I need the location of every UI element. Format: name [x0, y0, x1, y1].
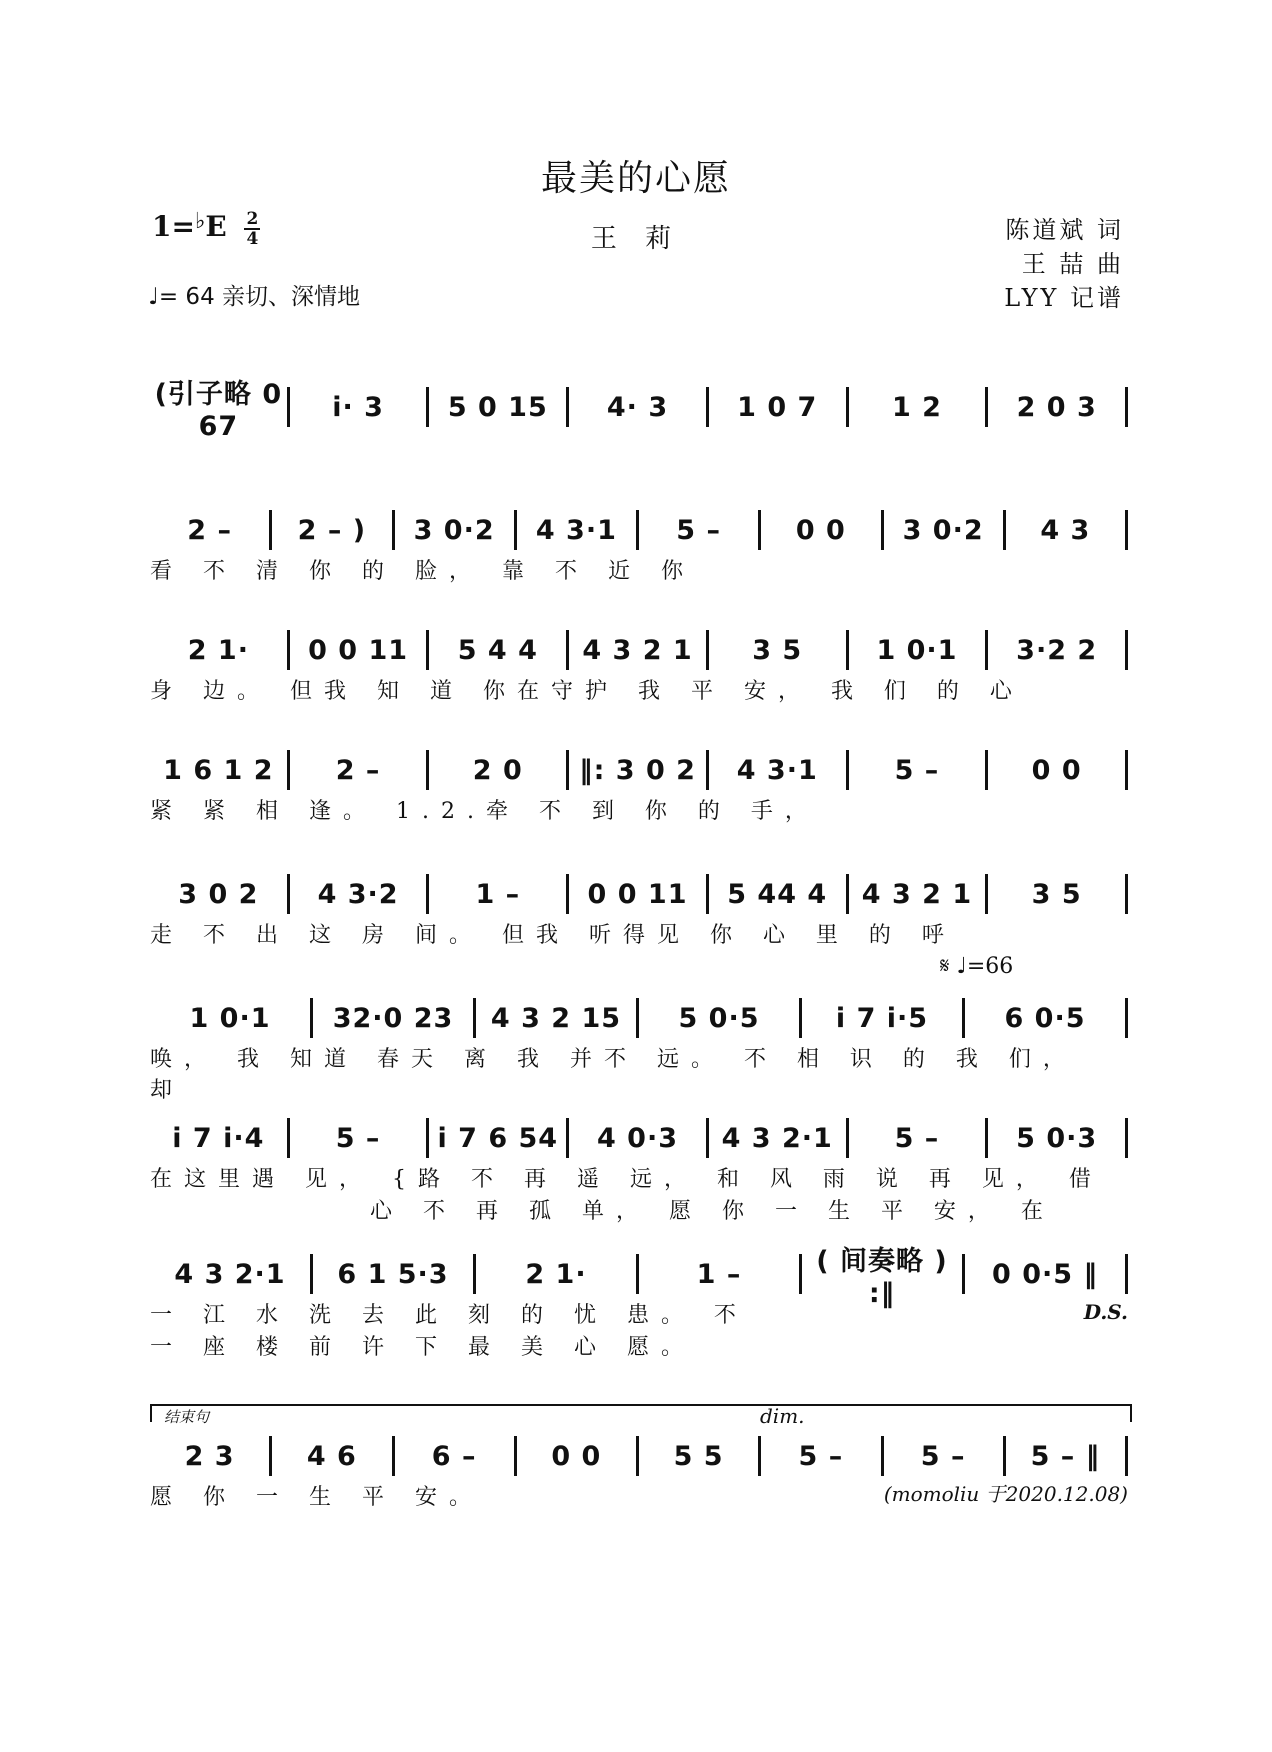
singer: 王 莉 — [590, 224, 682, 254]
lyric-line-verse2: 心 不 再 孤 单， 愿 你 一 生 平 安， 在 — [370, 1199, 1055, 1224]
notation-line — [150, 1246, 1128, 1309]
measure: 5 – ‖ — [1030, 1440, 1101, 1472]
coda-label: 结束句 — [164, 1408, 210, 1426]
measure: i 7 6 54 — [437, 1122, 559, 1154]
measure: 3 5 — [1031, 878, 1082, 910]
measure: 1 0·1 — [876, 634, 958, 666]
measure: ( 间奏略 ) :‖ — [816, 1246, 948, 1309]
measure: 4 3·1 — [535, 514, 617, 546]
measure: 5 – — [920, 1440, 966, 1472]
measure: 0 0·5 ‖ — [992, 1258, 1098, 1290]
measure: 32·0 23 — [332, 1002, 454, 1034]
meter-top: 2 — [246, 208, 259, 229]
measure: 4 3 2 15 — [490, 1002, 622, 1034]
bar-line — [1125, 630, 1128, 670]
bar-line — [1125, 998, 1128, 1038]
notation-line — [150, 379, 1128, 442]
key-prefix: 1= — [152, 210, 195, 243]
measure: 5 – — [676, 514, 721, 546]
measure: 2 0 3 — [1016, 391, 1097, 423]
segno-tempo-mark: 𝄋 ♩=66 — [940, 954, 1014, 979]
transcription-note: (momoliu 于2020.12.08) — [883, 1482, 1128, 1506]
measure: 3 0·2 — [902, 514, 984, 546]
measure: 1 0·1 — [189, 1002, 271, 1034]
notation-line — [150, 996, 1128, 1040]
lyric-line: 愿 你 一 生 平 安。 — [150, 1485, 483, 1510]
measure: 6 0·5 — [1004, 1002, 1086, 1034]
measure: 1 6 1 2 — [163, 754, 274, 786]
measure: 2 1· — [187, 634, 249, 666]
measure: (引子略 0 67 — [154, 379, 283, 442]
measure: 5 0 15 — [447, 391, 548, 423]
transcriber: LYY 记谱 — [1004, 284, 1124, 312]
lyric-line: 一 江 水 洗 去 此 刻 的 忧 患。 不 — [150, 1303, 748, 1328]
measure: 4 3 2 1 — [582, 634, 693, 666]
measure: 6 – — [431, 1440, 477, 1472]
measure: 2 – ) — [297, 514, 367, 546]
measure: 4 3 2 1 — [861, 878, 973, 910]
measure: 2 – — [187, 514, 232, 546]
dal-segno-mark: D.S. — [1083, 1300, 1128, 1324]
lyric-line-verse2: 一 座 楼 前 许 下 最 美 心 愿。 — [150, 1335, 695, 1360]
measure: 5 0·5 — [678, 1002, 760, 1034]
bar-line — [1125, 1254, 1128, 1294]
measure: 5 44 4 — [727, 878, 828, 910]
measure: 5 0·3 — [1016, 1122, 1098, 1154]
measure: 5 5 — [673, 1440, 724, 1472]
measure: 4 3 2·1 — [174, 1258, 286, 1290]
measure: 3 5 — [752, 634, 803, 666]
composer: 王 喆 曲 — [1021, 250, 1124, 278]
measure: 3 0·2 — [413, 514, 495, 546]
measure: 1 0 7 — [737, 391, 818, 423]
measure: 4 3 — [1040, 514, 1091, 546]
notation-line — [150, 748, 1128, 792]
notation-line — [150, 1434, 1128, 1478]
measure: 5 – — [894, 754, 940, 786]
measure: 1 – — [696, 1258, 742, 1290]
meter-bottom: 4 — [246, 228, 259, 249]
measure: 4 0·3 — [597, 1122, 679, 1154]
lyric-line: 身 边。 但我 知 道 你在守护 我 平 安， 我 们 的 心 — [150, 679, 1024, 704]
measure: i 7 i·4 — [172, 1122, 265, 1154]
flat-sign: ♭ — [194, 208, 206, 234]
lyric-line: 走 不 出 这 房 间。 但我 听得见 你 心 里 的 呼 — [150, 923, 956, 948]
measure: 5 – — [335, 1122, 381, 1154]
measure: 1 2 — [891, 391, 942, 423]
measure: 0 0 11 — [587, 878, 688, 910]
measure: 2 0 — [472, 754, 523, 786]
bar-line — [1125, 750, 1128, 790]
measure: i· 3 — [332, 391, 384, 423]
measure: 3·2 2 — [1016, 634, 1098, 666]
measure: 0 0 — [551, 1440, 602, 1472]
measure: 3 0 2 — [178, 878, 259, 910]
measure: 0 0 11 — [308, 634, 409, 666]
tempo-marking: ♩= 64 亲切、深情地 — [148, 284, 361, 310]
bar-line — [1125, 874, 1128, 914]
song-title: 最美的心愿 — [540, 158, 731, 199]
measure: 5 4 4 — [457, 634, 538, 666]
measure: ‖: 3 0 2 — [579, 754, 696, 786]
measure: 5 – — [798, 1440, 844, 1472]
measure: 4 3·1 — [736, 754, 818, 786]
measure: 4 3 2·1 — [721, 1122, 833, 1154]
bar-line — [1125, 1436, 1128, 1476]
measure: 4· 3 — [606, 391, 669, 423]
lyric-line: 紧 紧 相 逢。 1.2.牵 不 到 你 的 手， — [150, 799, 819, 824]
notation-line — [150, 628, 1128, 672]
measure: 2 – — [335, 754, 381, 786]
measure: 6 1 5·3 — [337, 1258, 449, 1290]
bar-line — [1125, 1118, 1128, 1158]
measure: 5 – — [894, 1122, 940, 1154]
notation-line — [150, 508, 1128, 552]
measure: 0 0 — [795, 514, 846, 546]
notation-line — [150, 1116, 1128, 1160]
key-note: E — [205, 210, 227, 243]
notation-line — [150, 872, 1128, 916]
measure: 2 1· — [525, 1258, 587, 1290]
measure: 0 0 — [1031, 754, 1082, 786]
measure: 1 – — [475, 878, 521, 910]
measure: i 7 i·5 — [835, 1002, 929, 1034]
bar-line — [1125, 387, 1128, 427]
measure: 4 3·2 — [317, 878, 399, 910]
lyric-line: 看 不 清 你 的 脸， 靠 不 近 你 — [150, 559, 695, 584]
lyric-line: 在这里遇 见， {路 不 再 遥 远， 和 风 雨 说 再 见， 借 — [150, 1167, 1103, 1192]
bar-line — [1125, 510, 1128, 550]
lyricist: 陈道斌 词 — [1005, 216, 1124, 244]
lyric-line: 唤， 我 知道 春天 离 我 并不 远。 不 相 识 的 我 们， 却 — [150, 1047, 1077, 1103]
measure: 4 6 — [306, 1440, 357, 1472]
dynamic-marking: dim. — [760, 1404, 805, 1428]
measure: 2 3 — [184, 1440, 235, 1472]
key-signature — [152, 208, 260, 248]
coda-bracket — [150, 1404, 1132, 1422]
time-signature — [244, 210, 260, 248]
